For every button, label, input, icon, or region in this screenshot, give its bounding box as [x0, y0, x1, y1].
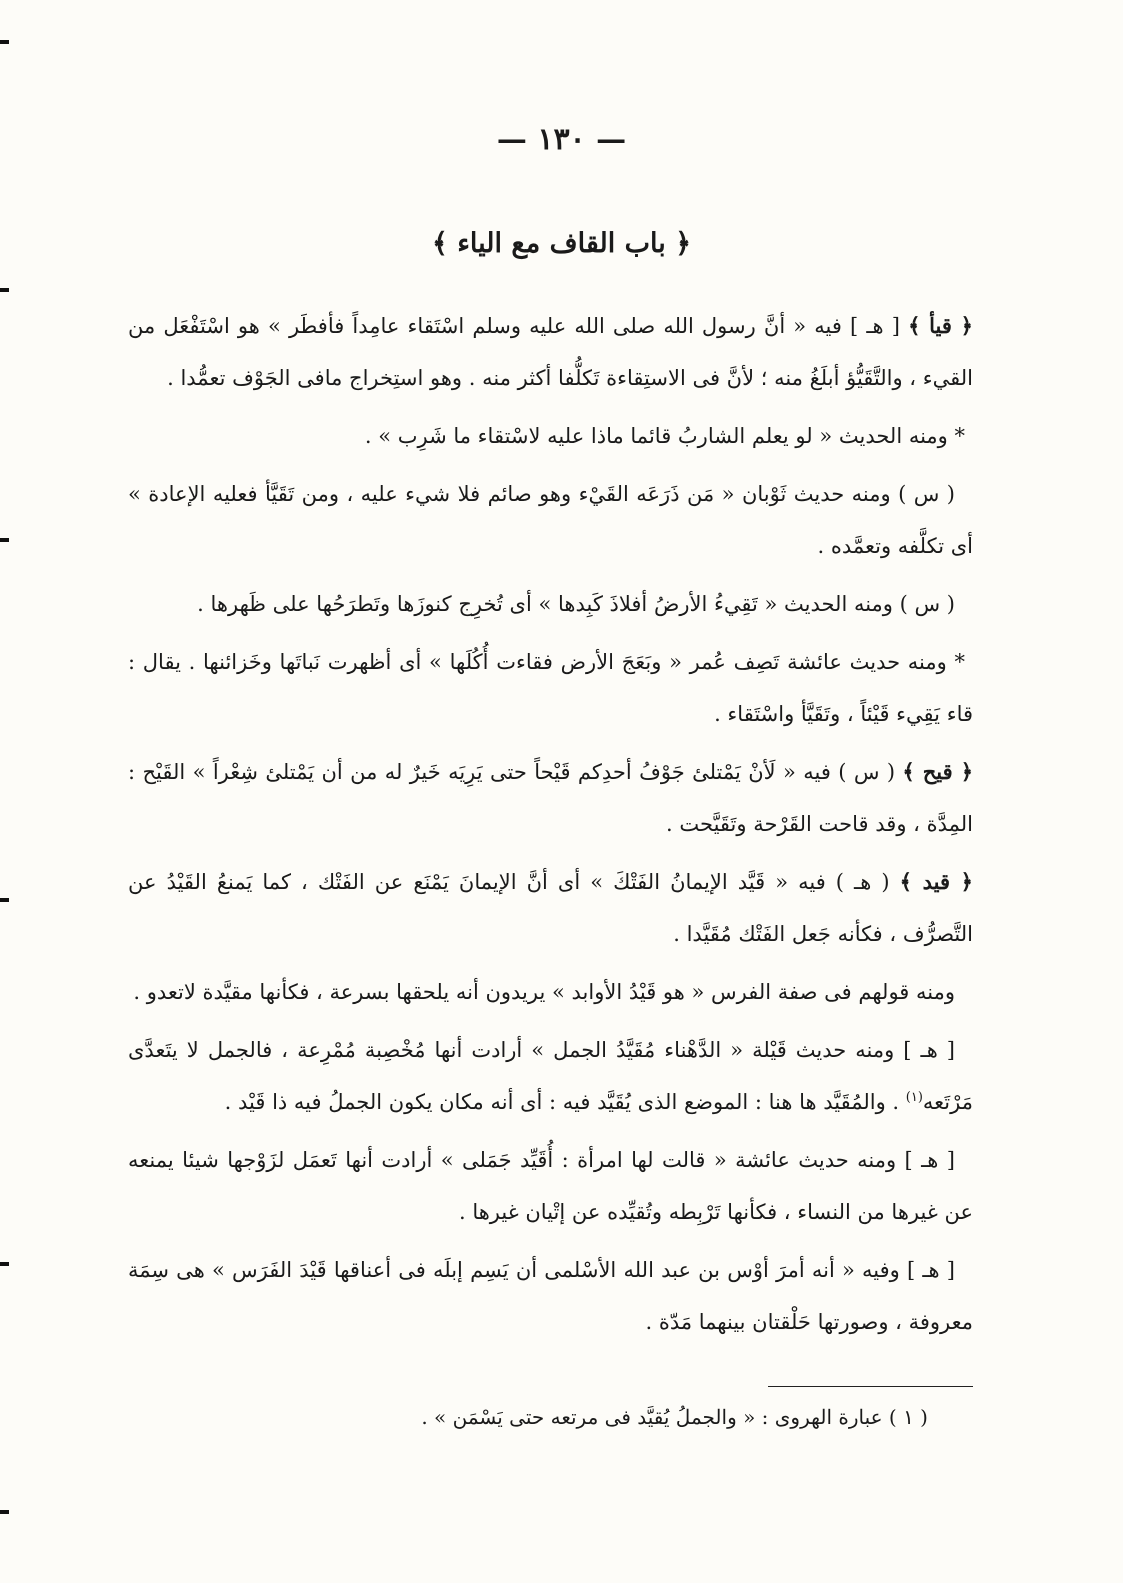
paragraph-text: ( س ) ومنه حديث ثَوْبان « مَن ذَرَعَه القَيْء وهو صائم فلا شيء عليه ، ومن تَقَيَّأ فعليه الإعادة » أى تكلَّفه وتعمَّده .	[128, 482, 973, 558]
paragraph-text: [ هـ ] ومنه حديث قَيْلة « الدَّهْناء مُقَيَّدُ الجمل » أرادت أنها مُخْصِبة مُمْرِعة ، فالجمل لا يتَعدَّى مَرْتَعه	[128, 1038, 973, 1114]
entry-paragraph	[128, 636, 973, 740]
page-edge-mark	[0, 1510, 9, 1514]
paragraph-text: ( هـ ) فيه « قَيَّد الإيمانُ الفَتْكَ » أى أنَّ الإيمانَ يَمْنَع عن الفَتْك ، كما يَمنعُ القَيْدُ عن التَّصرُّف ، فكأنه جَعل الفَتْك مُقَيَّدا .	[128, 870, 973, 946]
headword: ﴿ قيأ ﴾	[908, 313, 973, 338]
page-edge-mark	[0, 1262, 9, 1266]
paragraph-text: ( س ) فيه « لَأنْ يَمْتلئ جَوْفُ أحدِكم قَيْحاً حتى يَرِيَه خَيرٌ له من أن يَمْتلئ شِعْراً » القَيْح : المِدَّة ، وقد قاحت القَرْحة وتَقَيَّحت .	[128, 760, 973, 836]
page-edge-mark	[0, 40, 9, 44]
paragraph-text: ومنه قولهم فى صفة الفرس « هو قَيْدُ الأوابد » يريدون أنه يلحقها بسرعة ، فكأنها مقيَّدة لاتعدو .	[133, 980, 955, 1004]
entry-paragraph	[128, 300, 973, 404]
entry-paragraph	[128, 578, 973, 630]
chapter-title: ﴿ باب القاف مع الياء ﴾	[431, 228, 692, 259]
entry-paragraph	[128, 966, 973, 1018]
footnote-reference[interactable]: (١)	[905, 1090, 923, 1105]
headword: ﴿ قيح ﴾	[902, 759, 973, 784]
entry-paragraph	[128, 1024, 973, 1128]
paragraph-text: . والمُقَيَّد ها هنا : الموضع الذى يُقَيَّد فيه : أى أنه مكان يكون الجملُ فيه ذا قَيْد .	[224, 1090, 906, 1114]
paragraph-text: [ هـ ] وفيه « أنه أمرَ أوْس بن عبد الله الأسْلمى أن يَسِم إبلَه فى أعناقها قَيْدَ الفَرَس » هى سِمَة معروفة ، وصورتها حَلْقتان بينهما مَدّة .	[128, 1258, 973, 1334]
paragraph-text: * ومنه حديث عائشة تَصِف عُمر « وبَعَجَ الأرض فقاءت أُكُلَها » أى أظهرت نَباتَها وخَزائنها . يقال : قاء يَقِيء قَيْئاً ، وتَقَيَّأ واسْتَقاء .	[128, 650, 973, 726]
entry-paragraph	[128, 1134, 973, 1238]
page-edge-mark	[0, 288, 9, 292]
paragraph-text: ( س ) ومنه الحديث « تَقِيءُ الأرضُ أفلاذَ كَبِدها » أى تُخرِج كنوزَها وتَطرَحُها على ظَهرها .	[197, 592, 955, 616]
body-text	[128, 300, 973, 1354]
headword: ﴿ قيد ﴾	[899, 869, 973, 894]
entry-paragraph	[128, 468, 973, 572]
page-edge-mark	[0, 538, 9, 542]
page-edge-mark	[0, 898, 9, 902]
paragraph-text: [ هـ ] فيه « أنَّ رسول الله صلى الله عليه وسلم اسْتَقاء عامِداً فأفطَر » هو اسْتَفْعَل من القيء ، والتَّقَيُّؤ أبلَغُ منه ؛ لأنَّ فى الاستِقاءة تَكلُّفا أكثر منه . وهو استِخراج مافى الجَوْف تعمُّدا .	[128, 314, 973, 390]
page-number: — ١٣٠ —	[496, 122, 627, 157]
paragraph-text: * ومنه الحديث « لو يعلم الشاربُ قائما ماذا عليه لاسْتقاء ما شَرِب » .	[364, 424, 965, 448]
entry-paragraph	[128, 1244, 973, 1348]
footnote-divider	[768, 1386, 973, 1387]
paragraph-text: [ هـ ] ومنه حديث عائشة « قالت لها امرأة : أُقَيِّد جَمَلى » أرادت أنها تَعمَل لزَوْجها شيئا يمنعه عن غيرها من النساء ، فكأنها تَرْبِطه وتُقيِّده عن إتْيان غيرها .	[128, 1148, 973, 1224]
entry-paragraph	[128, 410, 973, 462]
entry-paragraph	[128, 856, 973, 960]
footnote: ( ١ ) عبارة الهروى : « والجملُ يُقيَّد فى مرتعه حتى يَسْمَن » .	[421, 1405, 928, 1429]
entry-paragraph	[128, 746, 973, 850]
